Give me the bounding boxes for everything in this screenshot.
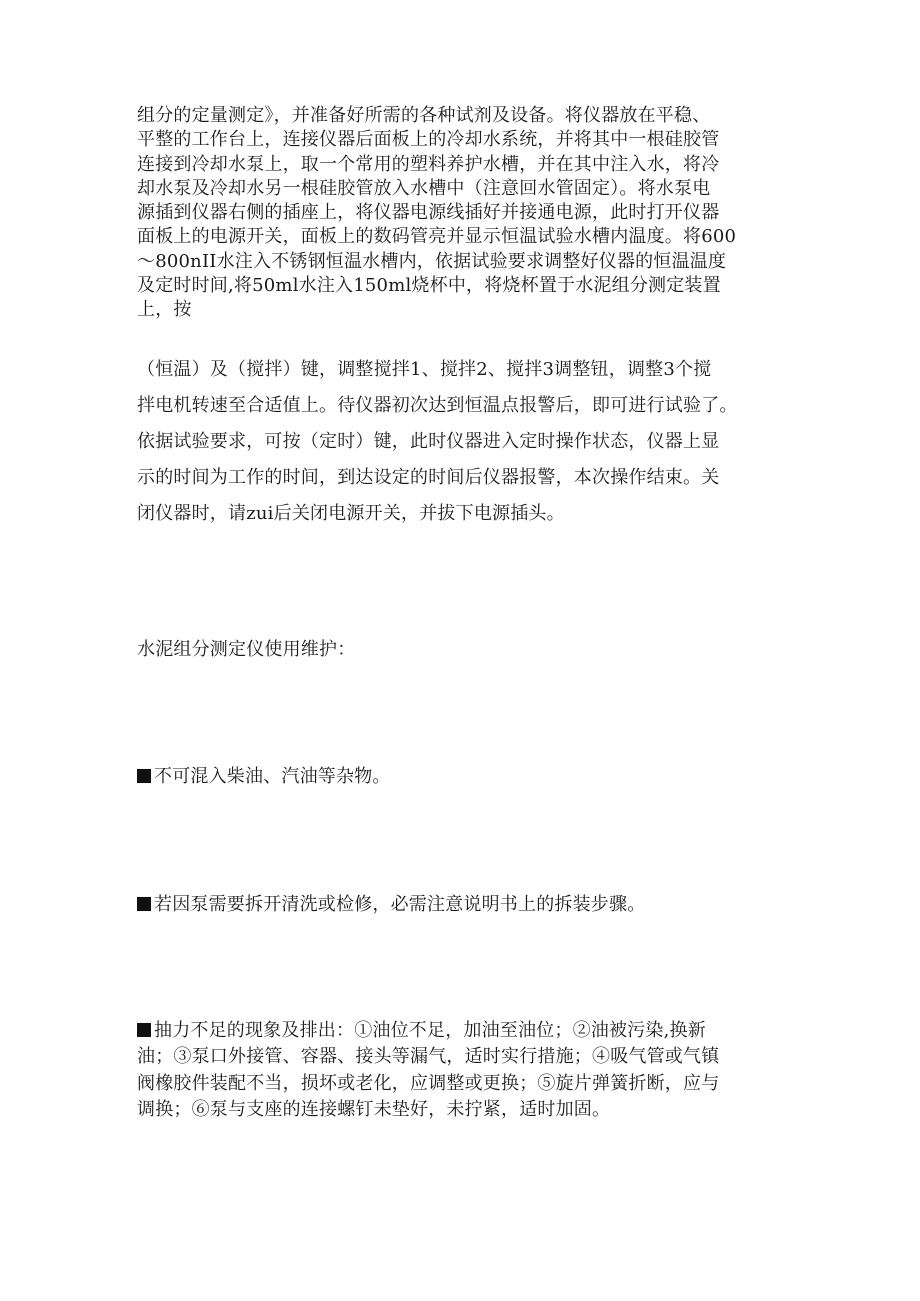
maintenance-item-2 — [137, 892, 797, 918]
text-line: 依据试验要求，可按（定时）键，此时仪器进入定时操作状态，仪器上显 — [137, 431, 720, 452]
maintenance-heading — [137, 637, 797, 663]
text-line: 及定时时间,将50ml水注入150ml烧杯中，将烧杯置于水泥组分测定装置 — [137, 275, 721, 297]
text-line: 上，按 — [137, 299, 192, 321]
maintenance-item-3 — [137, 1018, 797, 1123]
text-line: 阀橡胶件装配不当，损坏或老化，应调整或更换；⑤旋片弹簧折断，应与 — [137, 1072, 720, 1094]
text-line: 面板上的电源开关，面板上的数码管亮并显示恒温试验水槽内温度。将600 — [137, 226, 737, 248]
text-line: 油；③泵口外接管、容器、接头等漏气，适时实行措施；④吸气管或气镇 — [137, 1046, 720, 1068]
intro-paragraph — [137, 104, 797, 323]
maintenance-item-text: 若因泵需要拆开清洗或检修，必需注意说明书上的拆装步骤。 — [154, 894, 646, 915]
section-heading: 水泥组分测定仪使用维护： — [137, 639, 356, 660]
text-line: 调换；⑥泵与支座的连接螺钉未垫好，未拧紧，适时加固。 — [137, 1098, 611, 1120]
text-line: 源插到仪器右侧的插座上，将仪器电源线插好并接通电源，此时打开仪器 — [137, 202, 720, 224]
text-line: 组分的定量测定》，并准备好所需的各种试剂及设备。将仪器放在平稳、 — [137, 105, 711, 126]
text-line: 却水泵及冷却水另一根硅胶管放入水槽中（注意回水管固定）。将水泵电 — [137, 177, 711, 199]
operation-steps-paragraph — [137, 352, 797, 532]
text-line: ～800nII水注入不锈钢恒温水槽内，依据试验要求调整好仪器的恒温温度 — [137, 250, 727, 272]
maintenance-item-text: 不可混入柴油、汽油等杂物。 — [154, 766, 391, 787]
maintenance-item-1 — [137, 764, 797, 790]
text-line: 平整的工作台上，连接仪器后面板上的冷却水系统，并将其中一根硅胶管 — [137, 129, 720, 151]
text-line: 连接到冷却水泵上，取一个常用的塑料养护水槽，并在其中注入水，将冷 — [137, 153, 720, 175]
text-line: （恒温）及（搅拌）键，调整搅拌1、搅拌2、搅拌3调整钮，调整3个搅 — [137, 359, 712, 380]
square-bullet-icon — [137, 769, 151, 783]
text-line: 闭仪器时，请zui后关闭电源开关，并拔下电源插头。 — [137, 503, 565, 524]
text-line: 示的时间为工作的时间，到达设定的时间后仪器报警，本次操作结束。关 — [137, 467, 720, 488]
text-line: 拌电机转速至合适值上。待仪器初次达到恒温点报警后，即可进行试验了。 — [137, 395, 738, 416]
square-bullet-icon — [137, 1023, 151, 1037]
maintenance-item-text: 抽力不足的现象及排出：①油位不足，加油至油位；②油被污染,换新 — [154, 1020, 706, 1041]
square-bullet-icon — [137, 897, 151, 911]
